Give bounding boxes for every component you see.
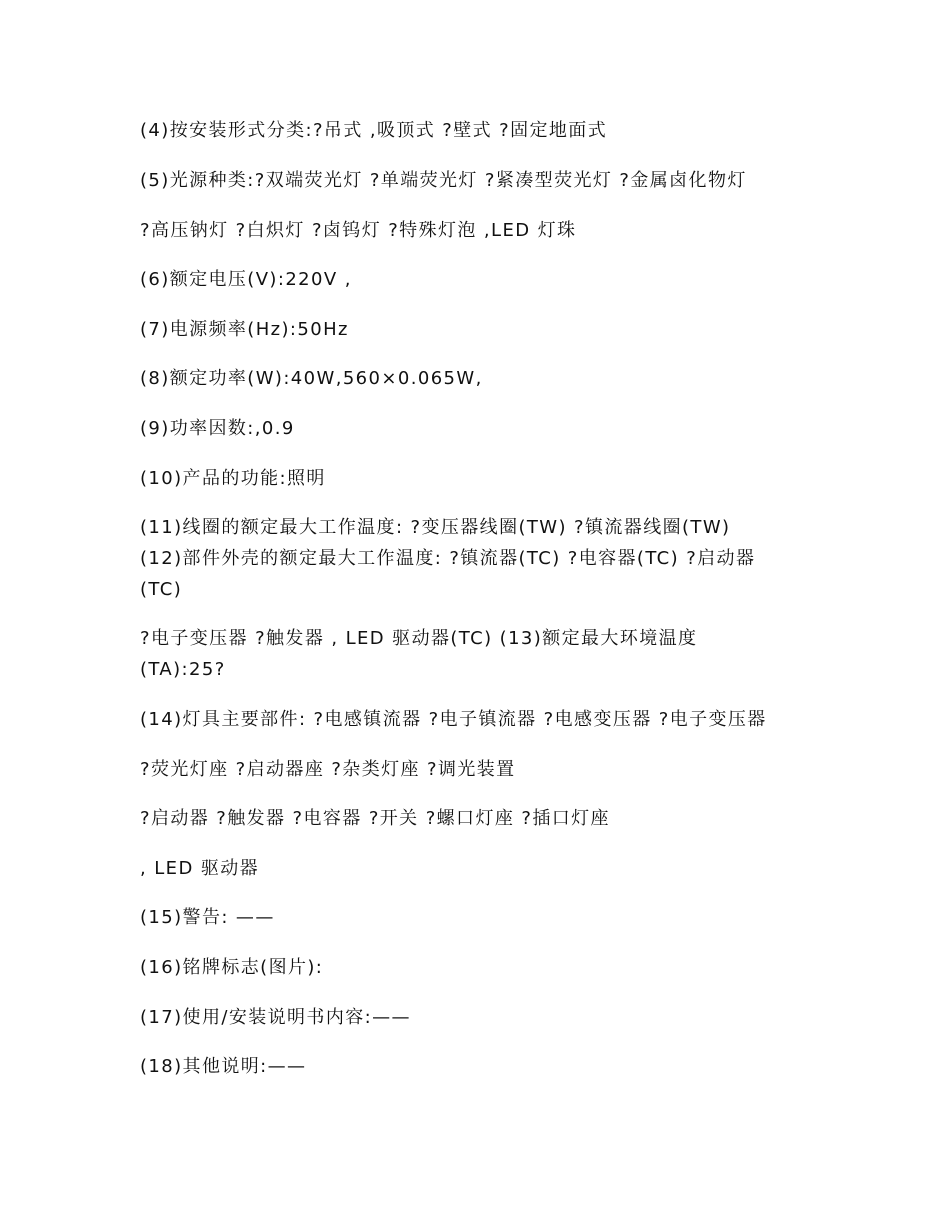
text-line: , LED 驱动器 xyxy=(140,858,260,879)
text-line: (7)电源频率(Hz):50Hz xyxy=(140,319,349,340)
text-line: (14)灯具主要部件: ?电感镇流器 ?电子镇流器 ?电感变压器 ?电子变压器 xyxy=(140,709,767,730)
text-line: (11)线圈的额定最大工作温度: ?变压器线圈(TW) ?镇流器线圈(TW) xyxy=(140,517,731,538)
text-line: (17)使用/安装说明书内容:—— xyxy=(140,1007,411,1028)
text-line: ?高压钠灯 ?白炽灯 ?卤钨灯 ?特殊灯泡 ,LED 灯珠 xyxy=(140,220,577,241)
text-line: (15)警告: —— xyxy=(140,907,275,928)
text-line: (18)其他说明:—— xyxy=(140,1056,307,1077)
text-line: ?电子变压器 ?触发器 , LED 驱动器(TC) (13)额定最大环境温度 xyxy=(140,628,698,649)
text-line: ?荧光灯座 ?启动器座 ?杂类灯座 ?调光装置 xyxy=(140,759,516,780)
text-line: (TC) xyxy=(140,579,183,600)
text-line: (5)光源种类:?双端荧光灯 ?单端荧光灯 ?紧凑型荧光灯 ?金属卤化物灯 xyxy=(140,170,747,191)
text-line: (16)铭牌标志(图片): xyxy=(140,957,324,978)
text-line: (12)部件外壳的额定最大工作温度: ?镇流器(TC) ?电容器(TC) ?启动器 xyxy=(140,548,756,569)
text-line: (8)额定功率(W):40W,560×0.065W, xyxy=(140,368,483,389)
text-line: (TA):25? xyxy=(140,659,226,680)
text-line: (10)产品的功能:照明 xyxy=(140,468,326,489)
text-line: (9)功率因数:,0.9 xyxy=(140,418,295,439)
text-line: (6)额定电压(V):220V , xyxy=(140,269,352,290)
text-line: ?启动器 ?触发器 ?电容器 ?开关 ?螺口灯座 ?插口灯座 xyxy=(140,808,610,829)
text-line: (4)按安装形式分类:?吊式 ,吸顶式 ?壁式 ?固定地面式 xyxy=(140,120,608,141)
